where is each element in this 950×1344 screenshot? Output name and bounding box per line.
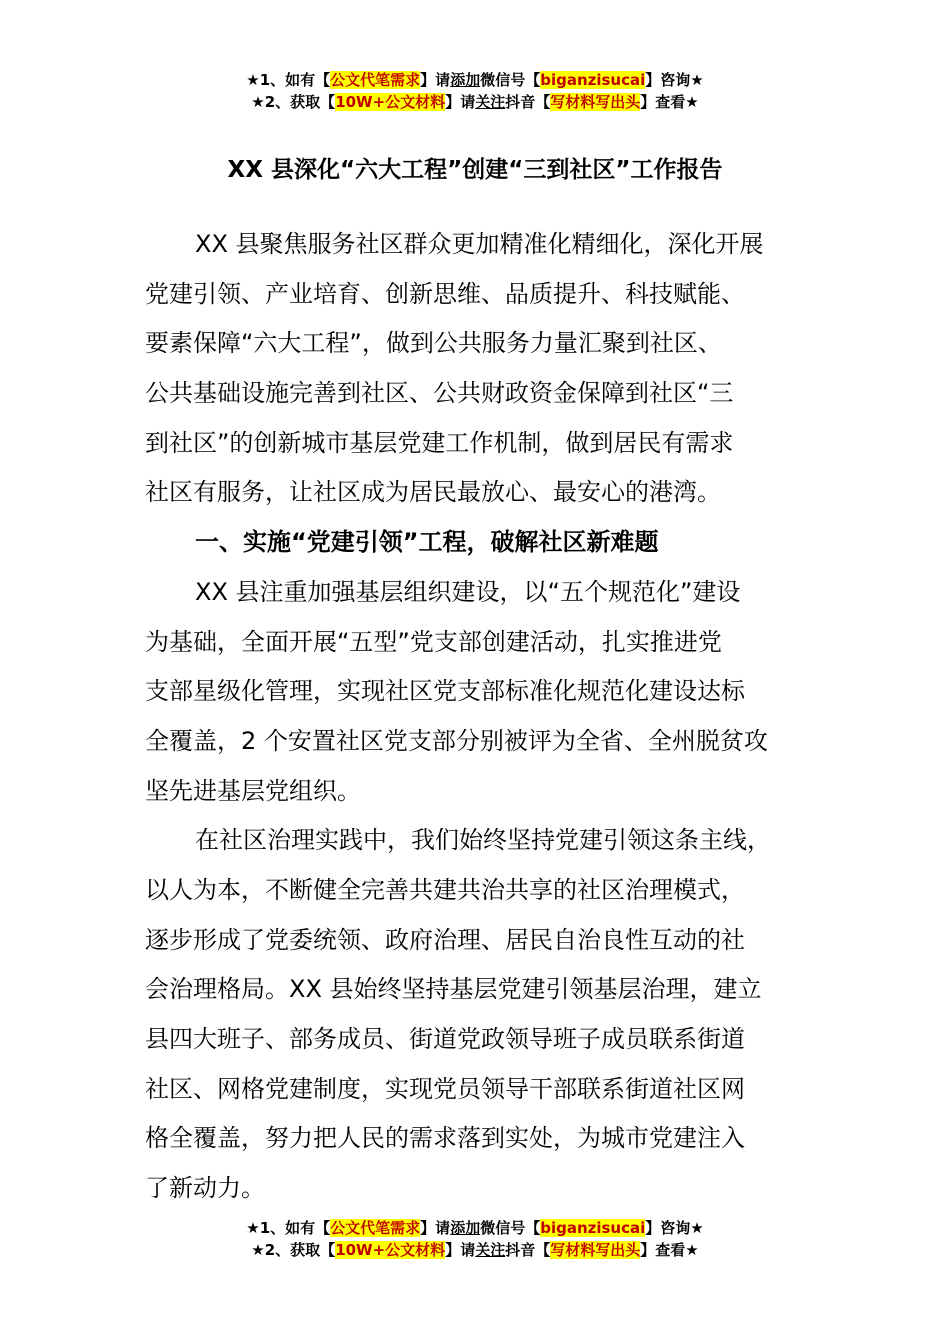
promo-line-2: [0, 91, 950, 113]
body-line: 全覆盖，2 个安置社区党支部分别被评为全省、全州脱贫攻: [145, 726, 768, 755]
wechat-id: biganzisucai: [540, 71, 646, 89]
body-line: 格全覆盖，努力把人民的需求落到实处，为城市党建注入: [145, 1124, 745, 1153]
body-line: 了新动力。: [145, 1174, 265, 1203]
body-line: 以人为本，不断健全完善共建共治共享的社区治理模式，: [145, 875, 745, 904]
promo-text: 微信号【: [480, 71, 541, 89]
promo-highlight: 10W+公文材料: [335, 93, 446, 111]
body-line: XX 县聚焦服务社区群众更加精准化精细化，深化开展: [195, 230, 764, 258]
promo-banner-top: [0, 69, 950, 113]
promo-text: 微信号【: [480, 1219, 541, 1237]
body-line: 在社区治理实践中，我们始终坚持党建引领这条主线，: [195, 826, 771, 855]
promo-underlined: 关注: [475, 1241, 506, 1259]
douyin-id: 写材料写出头: [550, 1241, 641, 1259]
promo-text: 】请: [420, 71, 451, 89]
promo-text: 】请: [420, 1219, 451, 1237]
promo-text: ★2、获取【: [251, 93, 336, 111]
douyin-id: 写材料写出头: [550, 93, 641, 111]
body-line: 支部星级化管理，实现社区党支部标准化规范化建设达标: [145, 677, 745, 706]
promo-highlight: 公文代笔需求: [330, 71, 421, 89]
promo-text: 】咨询★: [645, 71, 704, 89]
promo-text: ★1、如有【: [246, 71, 331, 89]
promo-text: 抖音【: [505, 1241, 551, 1259]
body-line: 社区有服务，让社区成为居民最放心、最安心的港湾。: [145, 478, 721, 507]
promo-line-2: [0, 1239, 950, 1261]
body-line: 为基础，全面开展“五型”党支部创建活动，扎实推进党: [145, 627, 722, 656]
section-heading: 一、实施“党建引领”工程，破解社区新难题: [195, 528, 659, 557]
promo-underlined: 添加: [450, 71, 481, 89]
promo-text: ★2、获取【: [251, 1241, 336, 1259]
document-body: [145, 220, 835, 1214]
promo-text: 】查看★: [640, 93, 699, 111]
promo-highlight: 10W+公文材料: [335, 1241, 446, 1259]
body-line: 坚先进基层党组织。: [145, 776, 361, 805]
promo-text: 】请: [445, 1241, 476, 1259]
promo-text: 】查看★: [640, 1241, 699, 1259]
promo-text: 抖音【: [505, 93, 551, 111]
promo-line-1: [0, 69, 950, 91]
promo-line-1: [0, 1217, 950, 1239]
promo-underlined: 关注: [475, 93, 506, 111]
promo-underlined: 添加: [450, 1219, 481, 1237]
body-line: 到社区”的创新城市基层党建工作机制，做到居民有需求: [145, 428, 734, 457]
body-line: 公共基础设施完善到社区、公共财政资金保障到社区“三: [145, 379, 734, 408]
document-title: XX 县深化“六大工程”创建“三到社区”工作报告: [227, 157, 723, 183]
body-line: 逐步形成了党委统领、政府治理、居民自治良性互动的社: [145, 925, 745, 954]
promo-text: 】请: [445, 93, 476, 111]
body-line: 要素保障“六大工程”，做到公共服务力量汇聚到社区、: [145, 329, 722, 358]
promo-text: ★1、如有【: [246, 1219, 331, 1237]
body-line: 县四大班子、部务成员、街道党政领导班子成员联系街道: [145, 1025, 745, 1053]
body-line: 社区、网格党建制度，实现党员领导干部联系街道社区网: [145, 1074, 745, 1103]
wechat-id: biganzisucai: [540, 1219, 646, 1237]
body-line: 会治理格局。XX 县始终坚持基层党建引领基层治理，建立: [145, 975, 762, 1004]
body-line: 党建引领、产业培育、创新思维、品质提升、科技赋能、: [145, 279, 745, 308]
body-line: XX 县注重加强基层组织建设，以“五个规范化”建设: [195, 577, 741, 606]
promo-banner-bottom: [0, 1217, 950, 1261]
promo-highlight: 公文代笔需求: [330, 1219, 421, 1237]
promo-text: 】咨询★: [645, 1219, 704, 1237]
